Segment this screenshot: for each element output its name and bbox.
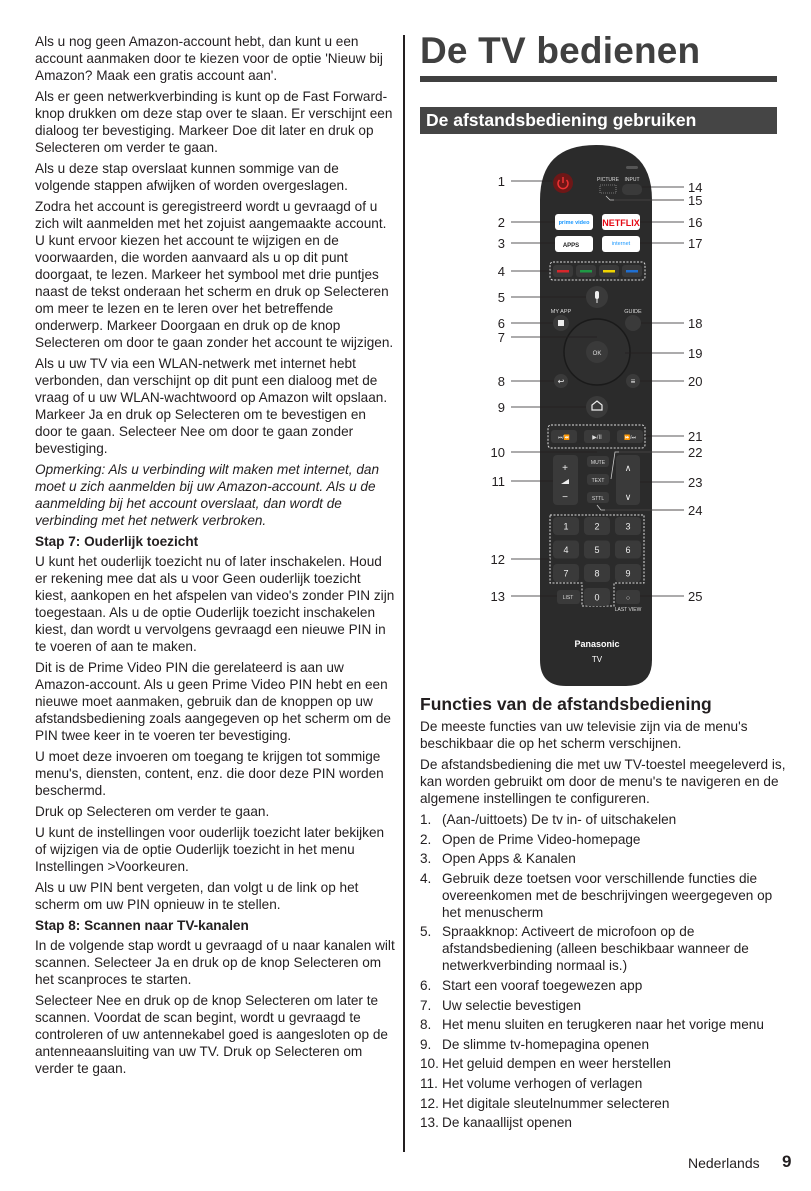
function-item xyxy=(420,1036,790,1053)
item-text: Het geluid dempen en weer herstellen xyxy=(442,1056,671,1072)
item-number: 1. xyxy=(420,812,432,827)
ir-window xyxy=(626,166,638,169)
internet-label: internet xyxy=(611,241,631,247)
svg-text:4: 4 xyxy=(497,264,505,279)
last-view-label: LAST VIEW xyxy=(614,607,642,613)
item-number: 4. xyxy=(420,870,432,886)
step8-heading: Stap 8: Scannen naar TV-kanalen xyxy=(35,918,249,933)
svg-text:11: 11 xyxy=(491,474,505,489)
svg-text:18: 18 xyxy=(688,316,703,331)
svg-text:20: 20 xyxy=(688,374,703,389)
paragraph: Als u deze stap overslaat kunnen sommige van de volgende stappen afwijken of worden overgeslagen. xyxy=(35,161,348,193)
svg-text:5: 5 xyxy=(497,290,505,305)
item-number: 2. xyxy=(420,831,432,847)
svg-text:7: 7 xyxy=(563,568,569,579)
page-number: 9 xyxy=(782,1152,792,1171)
paragraph: Als u uw PIN bent vergeten, dan volgt u de link op het scherm om uw PIN opnieuw in te stellen. xyxy=(35,880,359,912)
functions-heading: Functies van de afstandsbediening xyxy=(420,694,712,714)
function-item xyxy=(420,831,790,848)
guide-label: GUIDE xyxy=(624,309,642,315)
paragraph: In de volgende stap wordt u gevraagd of u naar kanalen wilt scannen. Selecteer Ja en druk op de knop Selecteren om het scanproces te starten. xyxy=(35,938,395,987)
svg-text:17: 17 xyxy=(688,236,703,251)
function-item xyxy=(420,1055,790,1072)
item-text: De slimme tv-homepagina openen xyxy=(442,1036,650,1052)
step7-heading: Stap 7: Ouderlijk toezicht xyxy=(35,534,199,549)
svg-text:3: 3 xyxy=(625,521,631,532)
play-pause-label: ▶/II xyxy=(592,435,602,441)
ok-label: OK xyxy=(592,351,602,357)
voice-button xyxy=(586,286,608,308)
item-number: 3. xyxy=(420,851,432,867)
section-banner: De afstandsbediening gebruiken xyxy=(420,107,777,134)
item-number: 9. xyxy=(420,1036,432,1052)
back-icon: ↩ xyxy=(557,377,565,386)
numpad-key xyxy=(553,517,579,535)
numpad-key xyxy=(584,564,610,582)
svg-text:6: 6 xyxy=(497,316,505,331)
prime-video-label: prime video xyxy=(558,220,590,226)
channel-up-label: ∧ xyxy=(624,463,632,473)
function-item xyxy=(420,977,790,994)
item-text: Spraakknop: Activeert de microfoon op de afstandsbediening (alleen beschikbaar wanneer de netwerkverbinding normaal is.) xyxy=(442,924,749,974)
brand-logo: Panasonic xyxy=(574,639,620,649)
function-item xyxy=(420,1016,790,1033)
function-item xyxy=(420,1075,790,1092)
item-number: 8. xyxy=(420,1017,432,1033)
netflix-label: NETFLIX xyxy=(602,218,640,228)
svg-text:5: 5 xyxy=(594,545,600,555)
function-item xyxy=(420,1095,790,1112)
svg-text:12: 12 xyxy=(490,552,505,567)
input-button xyxy=(622,184,642,195)
mute-label: MUTE xyxy=(590,460,606,466)
volume-down-label: − xyxy=(562,492,568,503)
paragraph: Druk op Selecteren om verder te gaan. xyxy=(35,804,270,819)
channel-down-label: ∨ xyxy=(624,492,632,502)
item-number: 13. xyxy=(420,1115,439,1131)
functions-section xyxy=(420,693,790,1134)
guide-button xyxy=(625,315,641,331)
color-key-2 xyxy=(599,265,619,277)
numpad-key xyxy=(615,517,641,535)
note: Opmerking: Als u verbinding wilt maken met internet, dan moet u zich aanmelden bij uw Amazon-account. Als u de aanmelding bij het account overslaat, dan wordt de verbinding met het netwerk verbroken. xyxy=(35,462,380,528)
item-text: Start een vooraf toegewezen app xyxy=(442,977,643,993)
numpad-key xyxy=(615,564,641,582)
page-title: De TV bedienen xyxy=(420,30,701,71)
svg-text:25: 25 xyxy=(688,589,703,604)
paragraph: Selecteer Nee en druk op de knop Selecteren om later te scannen. Voordat de scan begint, wordt u gevraagd te controleren of uw antennekabel goed is aangesloten op de antenneaansluiting van uw TV. Druk op Selecteren om verder te gaan. xyxy=(35,993,388,1076)
numpad-key xyxy=(553,564,579,582)
callout-21 xyxy=(645,429,702,444)
paragraph: Als u uw TV via een WLAN-netwerk met internet hebt verbonden, dan verschijnt op dit punt een dialoog met de vraag of u uw WLAN-wachtwoord op Amazon wilt opslaan. Markeer Ja en druk op Selecteren om te bevestigen en door te gaan. Selecteer Nee om door te gaan zonder bevestiging. xyxy=(35,356,388,456)
last-view-icon: ○ xyxy=(625,595,631,602)
brand-sub: TV xyxy=(591,655,603,664)
svg-text:8: 8 xyxy=(497,374,505,389)
svg-text:22: 22 xyxy=(688,445,703,460)
paragraph: U moet deze invoeren om toegang te krijgen tot sommige menu's, diensten, content, enz. die door deze PIN worden beschermd. xyxy=(35,749,384,798)
item-text: Gebruik deze toetsen voor verschillende functies die overeenkomen met de beschrijvingen weergegeven op het menuscherm xyxy=(442,870,773,920)
my-app-icon xyxy=(558,320,564,326)
item-number: 10. xyxy=(420,1056,439,1072)
svg-text:6: 6 xyxy=(625,545,631,555)
svg-text:8: 8 xyxy=(594,568,600,579)
intro-paragraph: De meeste functies van uw televisie zijn via de menu's beschikbaar die op het scherm verschijnen. xyxy=(420,719,748,751)
item-text: Het digitale sleutelnummer selecteren xyxy=(442,1095,670,1111)
svg-text:4: 4 xyxy=(563,545,569,555)
power-button xyxy=(553,173,573,193)
item-text: De kanaallijst openen xyxy=(442,1115,572,1131)
svg-text:0: 0 xyxy=(594,592,600,603)
svg-text:15: 15 xyxy=(688,193,703,208)
numpad-key xyxy=(584,588,610,606)
numpad-key xyxy=(584,541,610,559)
color-key-1 xyxy=(576,265,596,277)
svg-text:14: 14 xyxy=(688,180,703,195)
function-item xyxy=(420,923,790,974)
item-text: (Aan-/uittoets) De tv in- of uitschakelen xyxy=(442,812,677,827)
numpad-key xyxy=(584,517,610,535)
item-number: 12. xyxy=(420,1095,439,1111)
svg-text:24: 24 xyxy=(688,503,703,518)
home-button xyxy=(586,396,608,418)
item-text: Het menu sluiten en terugkeren naar het vorige menu xyxy=(442,1017,764,1033)
item-text: Uw selectie bevestigen xyxy=(442,997,582,1013)
input-label: INPUT xyxy=(624,177,640,183)
item-text: Open Apps & Kanalen xyxy=(442,851,576,867)
item-number: 7. xyxy=(420,997,432,1013)
svg-text:9: 9 xyxy=(497,400,505,415)
item-text: Open de Prime Video-homepage xyxy=(442,831,641,847)
svg-text:1: 1 xyxy=(563,521,569,532)
function-item xyxy=(420,1114,790,1131)
function-item xyxy=(420,997,790,1014)
svg-text:1: 1 xyxy=(497,174,505,189)
paragraph: Als er geen netwerkverbinding is kunt op de Fast Forward-knop drukken om deze stap over te slaan. Er verschijnt een dialoog ter bevestiging. Markeer Doe dit later en druk op Selecteren om verder te gaan. xyxy=(35,89,393,155)
item-text: Het volume verhogen of verlagen xyxy=(442,1075,643,1091)
svg-text:10: 10 xyxy=(490,445,505,460)
svg-text:16: 16 xyxy=(688,215,703,230)
rewind-label: ⏮/⏪ xyxy=(557,435,571,441)
function-item xyxy=(420,811,790,828)
color-key-3 xyxy=(622,265,642,277)
my-app-label: MY APP xyxy=(550,309,572,315)
function-item xyxy=(420,870,790,921)
numpad-key xyxy=(553,541,579,559)
menu-icon: ≡ xyxy=(630,377,636,386)
paragraph: U kunt de instellingen voor ouderlijk toezicht later bekijken of wijzigen via de optie Ouderlijk toezicht in het menu Instellingen >Voorkeuren. xyxy=(35,825,385,874)
text-label: TEXT xyxy=(591,478,605,484)
list-label: LIST xyxy=(562,595,574,601)
sttl-label: STTL xyxy=(591,496,605,502)
svg-text:9: 9 xyxy=(625,568,631,579)
svg-text:3: 3 xyxy=(497,236,505,251)
apps-label: APPS xyxy=(562,243,580,249)
paragraph: Als u nog geen Amazon-account hebt, dan kunt u een account aanmaken door te kiezen voor de optie 'Nieuw bij Amazon? Maak een gratis account aan'. xyxy=(35,34,383,83)
item-number: 11. xyxy=(420,1075,438,1091)
functions-list xyxy=(420,811,790,1131)
forward-label: ⏩/⏭ xyxy=(623,435,637,441)
svg-text:21: 21 xyxy=(688,429,703,444)
picture-label: PICTURE xyxy=(597,177,619,183)
volume-up-label: + xyxy=(562,463,568,474)
paragraph: Dit is de Prime Video PIN die gerelateerd is aan uw Amazon-account. Als u geen Prime Video PIN hebt en een nieuwe moet aanmaken, gebruik dan de knoppen op uw afstandsbediening zoals aangegeven op het scherm om de PIN twee keer in te voeren ter bevestiging. xyxy=(35,660,391,743)
microphone-icon xyxy=(595,291,599,299)
paragraph: Zodra het account is geregistreerd wordt u gevraagd of u zich wilt aanmelden met het zojuist aangemaakte account. U kunt ervoor kiezen het account te wijzigen en de voorwaarden, die worden aanvaard als u op dit punt doorgaat, te lezen. Markeer het symbool met drie puntjes naast de tekst onderaan het scherm en druk op Selecteren om meer te lezen en te leren over het betreffende onderwerp. Markeer Doorgaan en druk op de knop Selecteren om door te gaan zonder het account te wijzigen. xyxy=(35,199,394,350)
svg-text:19: 19 xyxy=(688,346,703,361)
svg-text:23: 23 xyxy=(688,475,703,490)
color-key-0 xyxy=(553,265,573,277)
footer-language: Nederlands xyxy=(688,1155,760,1171)
intro-paragraph: De afstandsbediening die met uw TV-toestel meegeleverd is, kan worden gebruikt om door de menu's te navigeren en de algemene instellingen te configureren. xyxy=(420,757,786,806)
svg-text:7: 7 xyxy=(497,330,505,345)
item-number: 5. xyxy=(420,924,432,940)
numpad-key xyxy=(615,541,641,559)
svg-text:2: 2 xyxy=(594,521,600,532)
item-number: 6. xyxy=(420,977,432,993)
svg-text:13: 13 xyxy=(490,589,505,604)
function-item xyxy=(420,850,790,867)
paragraph: U kunt het ouderlijk toezicht nu of later inschakelen. Houd er rekening mee dat als u voor Geen ouderlijk toezicht kiest, aankopen en het afspelen van video's zonder PIN zijn toegestaan. Als u de optie Ouderlijk toezicht inschakelen kiest, dan wordt u vervolgens gevraagd een nieuwe PIN in te voeren of aan te maken. xyxy=(35,554,395,654)
svg-text:2: 2 xyxy=(497,215,505,230)
